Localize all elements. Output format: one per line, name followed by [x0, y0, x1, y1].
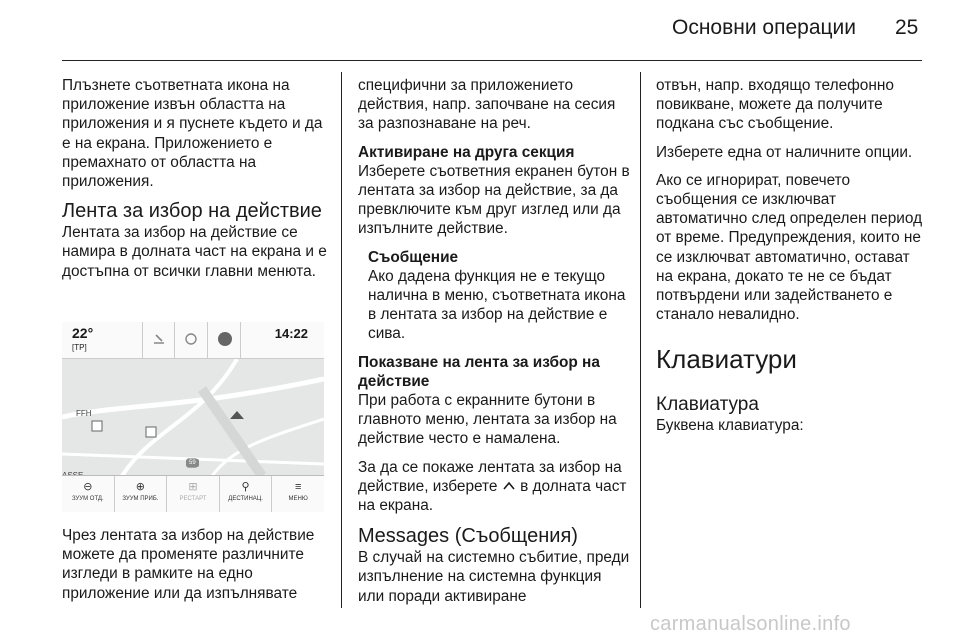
show-bar-instruction: За да се покаже лентата за избор на действие, изберете в долната част на екрана.	[358, 458, 627, 515]
navigation-screenshot	[62, 322, 324, 512]
menu-button: ≡ МЕНЮ	[288, 481, 308, 502]
screenshot-caption-paragraph: Чрез лентата за избор на действие можете да променяте различните изгледи в рамките на едно приложение или да изпълнявате	[62, 527, 315, 602]
column-2	[358, 76, 630, 606]
header-divider	[62, 60, 922, 61]
letter-keyboard-paragraph: Буквена клавиатура:	[656, 417, 804, 435]
nav-app-icon	[217, 331, 233, 347]
section-heading-activate-section: Активиране на друга секция	[358, 143, 575, 161]
footer-watermark: carmanualsonline.info	[650, 613, 851, 635]
phone-app-icon	[152, 332, 166, 346]
screen-status-bar	[62, 322, 324, 359]
restart-button: ⊞ РЕСТАРТ	[167, 476, 220, 512]
destination-button: ⚲ ДЕСТИНАЦ.	[220, 476, 273, 512]
map-road-marker: 59	[186, 459, 199, 467]
zoom-in-button: ⊕ ЗУУМ ПРИБ.	[115, 476, 168, 512]
notice-body: Ако дадена функция не е текущо налична в меню, съответната икона в лентата за избор на действие е сива.	[368, 267, 626, 343]
column-1-caption	[62, 526, 330, 603]
action-selector-bar	[62, 475, 324, 512]
screen-map	[62, 359, 324, 476]
screen-temperature: 22°	[72, 325, 94, 341]
show-bar-paragraph: При работа с екранните бутони в главното меню, лентата за избор на действие често е намалена.	[358, 392, 617, 448]
action-bar-paragraph: Лентата за избор на действие се намира в долната част на екрана и е достъпна от всички главни менюта.	[62, 224, 327, 280]
column-1	[62, 76, 330, 290]
messages-continued-paragraph: отвън, напр. входящо телефонно повикване, можете да получите подкана със съобщение.	[656, 77, 894, 133]
choose-option-paragraph: Изберете една от наличните опции.	[656, 143, 913, 161]
screen-tab-divider	[142, 322, 143, 358]
section-heading-messages: Messages (Съобщения)	[358, 525, 578, 548]
zoom-in-icon: ⊕	[135, 481, 145, 493]
activate-section-paragraph: Изберете съответния екранен бутон в лентата за избор на действие, за да превключите към друг изглед или да изпълните действие.	[358, 162, 630, 238]
page-number: 25	[895, 16, 919, 39]
column-divider-2	[640, 72, 641, 608]
section-heading-show-bar: Показване на лента за избор на действие	[358, 353, 600, 390]
messages-paragraph: В случай на системно събитие, преди изпълнение на системна функция или поради активиране	[358, 549, 630, 605]
destination-icon: ⚲	[241, 481, 250, 493]
auto-dismiss-paragraph: Ако се игнорират, повечето съобщения се изключват автоматично след определен период от време. Предупреждения, които не се изключват автоматично, остават на екрана, докато те не се бъдат потвърдени или задействането е станало невалидно.	[656, 171, 923, 324]
zoom-out-icon: ⊖	[83, 481, 93, 493]
section-heading-keyboard: Клавиатура	[656, 394, 759, 416]
screen-clock: 14:22	[274, 326, 308, 341]
voice-session-paragraph: специфични за приложението действия, напр. започване на сесия за разпознаване на реч.	[358, 77, 616, 133]
chevron-up-icon	[502, 479, 516, 493]
menu-icon: ≡	[294, 481, 302, 493]
page-section-title: Основни операции	[672, 16, 857, 39]
column-3	[656, 76, 928, 445]
screen-tab-divider	[240, 322, 241, 358]
notice-block	[358, 248, 630, 344]
notice-title: Съобщение	[368, 248, 459, 266]
section-heading-keyboards: Клавиатури	[656, 344, 797, 375]
media-app-icon	[184, 332, 198, 346]
zoom-out-button: ⊖ ЗУУМ ОТД.	[62, 476, 115, 512]
screen-tp: [TP]	[72, 343, 87, 352]
map-label-ffh: FFH	[76, 409, 92, 418]
intro-paragraph: Плъзнете съответната икона на приложение извън областта на приложения и я пуснете където и да е на екрана. Приложението е премахнато от областта на приложения.	[62, 77, 323, 191]
screen-tab-divider	[174, 322, 175, 358]
screen-tab-divider	[207, 322, 208, 358]
column-divider-1	[341, 72, 342, 608]
section-heading-action-bar: Лента за избор на действие	[62, 200, 322, 223]
restart-icon: ⊞	[188, 481, 198, 493]
